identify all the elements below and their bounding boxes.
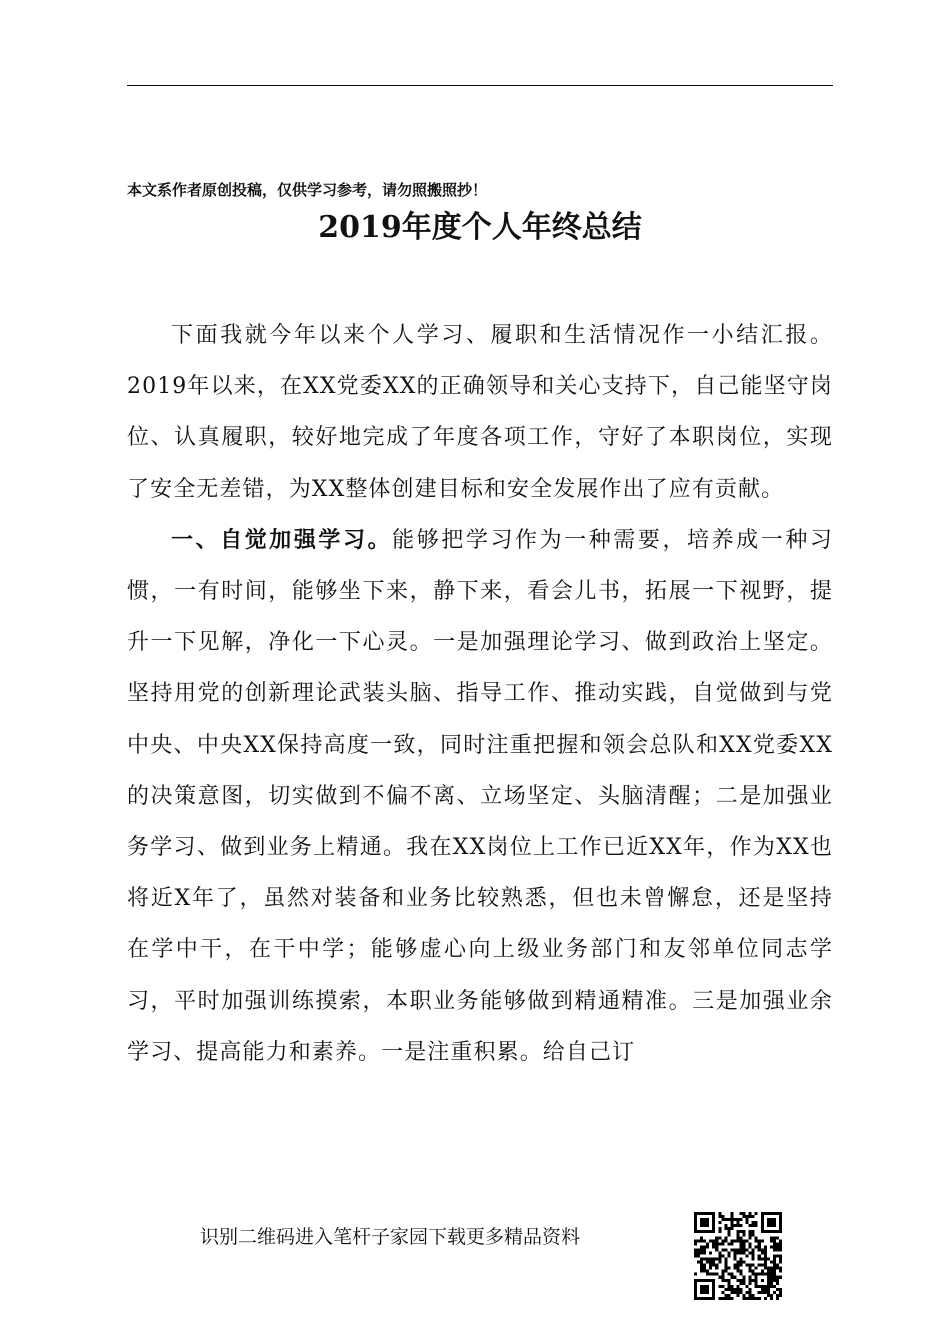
footer-download-text: 识别二维码进入笔杆子家园下载更多精品资料 [200,1226,581,1248]
qr-code-icon[interactable] [694,1212,782,1300]
section-1-text: 能够把学习作为一种需要，培养成一种习惯，一有时间，能够坐下来，静下来，看会儿书，拓展一下视野，提升一下见解，净化一下心灵。一是加强理论学习、做到政治上坚定。坚持用党的创新理论武装头脑、指导工作、推动实践，自觉做到与党中央、中央XX保持高度一致，同时注重把握和领会总队和XX党委XX的决策意图，切实做到不偏不离、立场坚定、头脑清醒；二是加强业务学习、做到业务上精通。我在XX岗位上工作已近XX年，作为XX也将近X年了，虽然对装备和业务比较熟悉，但也未曾懈怠，还是坚持在学中干，在干中学；能够虚心向上级业务部门和友邻单位同志学习，平时加强训练摸索，本职业务能够做到精通精准。三是加强业余学习、提高能力和素养。一是注重积累。给自己订 [127,527,833,1065]
document-title: 2019年度个人年终总结 [318,210,642,245]
document-body [127,310,833,1078]
author-notice: 本文系作者原创投稿，仅供学习参考，请勿照搬照抄！ [127,181,488,199]
section-1-paragraph [127,515,833,1078]
header-rule [127,85,833,86]
section-1-heading: 一、自觉加强学习。 [171,527,393,553]
intro-paragraph: 下面我就今年以来个人学习、履职和生活情况作一小结汇报。2019年以来，在XX党委XX的正确领导和关心支持下，自己能坚守岗位、认真履职，较好地完成了年度各项工作，守好了本职岗位，实现了安全无差错，为XX整体创建目标和安全发展作出了应有贡献。 [127,323,833,502]
